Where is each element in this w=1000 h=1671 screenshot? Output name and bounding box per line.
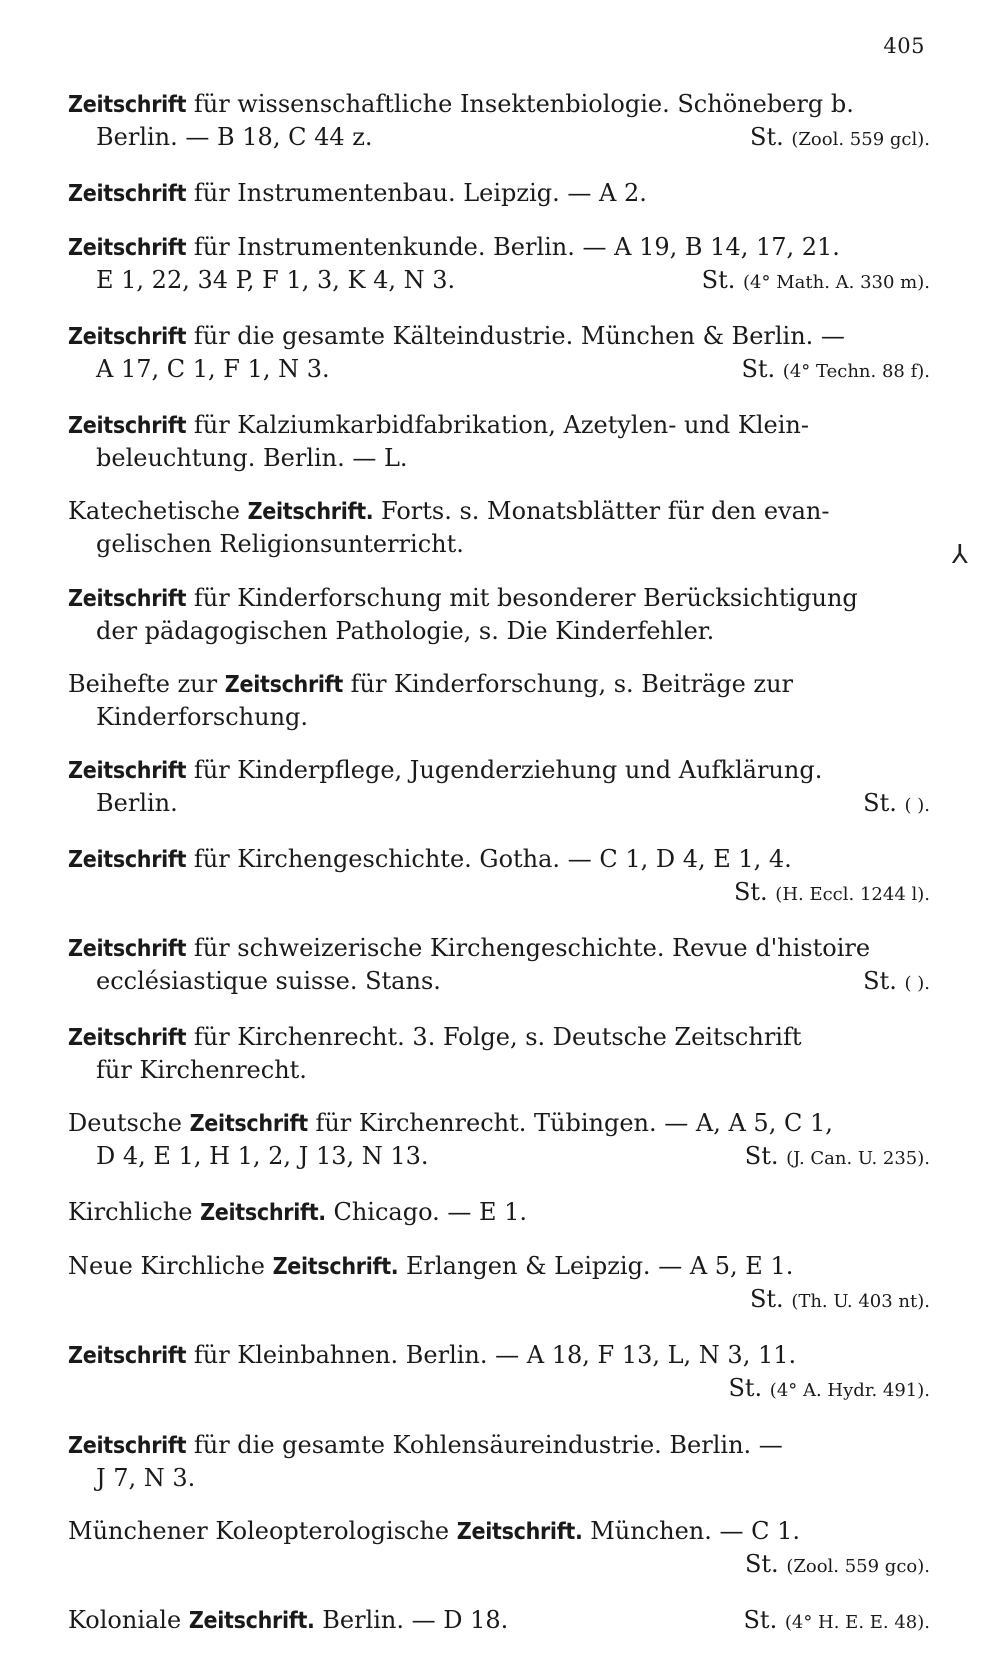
entry-first-line — [68, 1196, 930, 1229]
entry-continuation-line — [68, 1372, 930, 1407]
entry-holdings: beleuchtung. Berlin. — L. — [96, 444, 408, 473]
entry-description: für Instrumentenkunde. Berlin. — A 19, B 14, 17, 21. — [186, 233, 840, 262]
entry-holdings: D 4, E 1, H 1, 2, J 13, N 13. — [96, 1142, 429, 1171]
entry-keyword: Zeitschrift — [68, 757, 187, 784]
entry-shelfmark — [863, 787, 930, 822]
entry-keyword: Zeitschrift — [68, 1343, 187, 1370]
entry-continuation-line — [68, 876, 930, 911]
entry-keyword: Zeitschrift — [68, 585, 187, 612]
entry-description: München. — C 1. — [582, 1516, 801, 1545]
entry-holdings: J 7, N 3. — [96, 1463, 196, 1492]
entry-title-text — [68, 1431, 783, 1459]
shelf-signature: ( ). — [904, 794, 930, 816]
entry-holdings: für Kirchenrecht. — [96, 1056, 307, 1085]
entry-title-text — [68, 90, 854, 118]
entry-first-line — [68, 231, 930, 264]
shelf-signature: (Th. U. 403 nt). — [791, 1291, 930, 1313]
catalog-entry — [68, 1515, 930, 1583]
entry-keyword: Zeitschrift. — [247, 499, 374, 526]
entry-title-text — [68, 233, 840, 261]
catalog-entry — [68, 1021, 930, 1086]
entry-first-line — [68, 409, 930, 442]
entry-holdings: Berlin. — [96, 788, 178, 817]
shelf-label: St. — [701, 266, 736, 295]
entry-title-text — [68, 1198, 527, 1226]
entry-first-line — [68, 1429, 930, 1462]
entry-continuation-line — [68, 1140, 930, 1175]
shelf-signature: (4° H. E. E. 48). — [784, 1611, 930, 1633]
entry-prefix: Kirchliche — [68, 1198, 201, 1227]
shelf-signature: ( ). — [904, 972, 930, 994]
shelf-label: St. — [749, 1285, 784, 1314]
entry-continuation-line — [68, 1054, 930, 1086]
shelf-label: St. — [743, 1605, 778, 1634]
entry-title-text — [68, 179, 647, 207]
entry-description: für Kirchenrecht. Tübingen. — A, A 5, C 1, — [307, 1109, 833, 1138]
entry-first-line — [68, 177, 930, 210]
entry-title-text — [68, 497, 829, 525]
catalog-entry — [68, 409, 930, 474]
entry-continuation-line — [68, 528, 930, 560]
entry-keyword: Zeitschrift — [68, 235, 187, 262]
entry-first-line — [68, 495, 930, 528]
entry-first-line — [68, 1021, 930, 1054]
entry-holdings: gelischen Religionsunterricht. — [96, 530, 464, 559]
shelf-label: St. — [741, 355, 776, 384]
shelf-signature: (H. Eccl. 1244 l). — [775, 883, 930, 905]
entry-keyword: Zeitschrift — [68, 92, 187, 118]
catalog-entry — [68, 932, 930, 1000]
entry-first-line — [68, 668, 930, 701]
entry-prefix: Katechetische — [68, 497, 248, 526]
shelf-label: St. — [863, 788, 897, 817]
catalog-entry — [68, 582, 930, 647]
entry-keyword: Zeitschrift — [68, 935, 187, 962]
catalog-entry — [68, 668, 930, 733]
catalog-entry — [68, 1107, 930, 1175]
entry-title-text — [68, 845, 792, 873]
entry-holdings: Berlin. — B 18, C 44 z. — [96, 123, 373, 151]
entry-title-text — [68, 584, 858, 612]
entry-first-line — [68, 1339, 930, 1372]
entry-first-line — [68, 1107, 930, 1140]
entry-title-text — [68, 1252, 793, 1280]
entry-description: für Instrumentenbau. Leipzig. — A 2. — [186, 179, 647, 208]
entry-title-text — [68, 322, 845, 350]
entry-description: für Kinderforschung mit besonderer Berücksichtigung — [186, 583, 858, 612]
entry-first-line — [68, 320, 930, 353]
catalog-entry — [68, 177, 930, 210]
page-number: 405 — [883, 34, 925, 58]
entry-description: für Kleinbahnen. Berlin. — A 18, F 13, L, N 3, 11. — [186, 1341, 797, 1370]
entry-shelfmark — [750, 121, 930, 156]
entry-title-text — [68, 756, 822, 784]
catalog-entry — [68, 1339, 930, 1407]
entry-continuation-line — [68, 1283, 930, 1318]
shelf-label: St. — [728, 1374, 763, 1403]
entry-first-line — [68, 843, 930, 876]
entry-description: für die gesamte Kälteindustrie. München & Berlin. — — [186, 322, 845, 351]
shelf-label: St. — [744, 1549, 779, 1578]
shelf-label: St. — [733, 877, 768, 906]
catalog-entry — [68, 843, 930, 911]
entry-first-line — [68, 1250, 930, 1283]
shelf-signature: (J. Can. U. 235). — [786, 1148, 930, 1170]
entry-shelfmark — [750, 1283, 930, 1318]
entry-title-text — [68, 670, 793, 698]
entry-description: für die gesamte Kohlensäureindustrie. Berlin. — — [186, 1430, 783, 1459]
shelf-signature: (4° Techn. 88 f). — [782, 361, 930, 383]
shelf-signature: (Zool. 559 gco). — [786, 1555, 930, 1577]
entry-continuation-line — [68, 787, 930, 822]
entry-title-text — [68, 1023, 802, 1051]
entry-description: Berlin. — D 18. — [314, 1605, 509, 1634]
shelf-label: St. — [744, 1142, 779, 1171]
entry-description: für Kirchenrecht. 3. Folge, s. Deutsche Zeitschrift — [186, 1023, 802, 1052]
catalog-entry — [68, 231, 930, 299]
entry-description: für Kirchengeschichte. Gotha. — C 1, D 4, E 1, 4. — [186, 844, 792, 873]
entry-prefix: Münchener Koleopterologische — [68, 1516, 457, 1545]
entry-prefix: Deutsche — [68, 1109, 190, 1138]
catalog-entry — [68, 1429, 930, 1494]
entry-holdings: ecclésiastique suisse. Stans. — [96, 966, 441, 995]
entry-continuation-line — [68, 264, 930, 299]
entry-keyword: Zeitschrift — [68, 181, 187, 208]
entry-description: für Kinderforschung, s. Beiträge zur — [342, 669, 793, 698]
entry-continuation-line — [68, 442, 930, 474]
catalog-entries — [68, 88, 930, 1660]
entry-continuation-line — [68, 121, 930, 156]
entry-prefix: Koloniale — [68, 1605, 189, 1634]
entry-title-text — [68, 934, 870, 962]
entry-prefix: Beihefte zur — [68, 669, 225, 698]
entry-title-text — [68, 1109, 833, 1137]
entry-keyword: Zeitschrift — [68, 846, 187, 873]
entry-continuation-line — [68, 615, 930, 647]
shelf-signature: (4° Math. A. 330 m). — [743, 272, 930, 294]
entry-keyword: Zeitschrift — [68, 413, 187, 440]
entry-first-line — [68, 1604, 930, 1639]
shelf-label: St. — [863, 966, 897, 995]
catalog-entry — [68, 495, 930, 560]
entry-continuation-line — [68, 1548, 930, 1583]
entry-shelfmark — [702, 264, 930, 299]
entry-keyword: Zeitschrift. — [188, 1607, 315, 1634]
entry-keyword: Zeitschrift. — [200, 1200, 326, 1227]
entry-keyword: Zeitschrift — [224, 671, 343, 698]
entry-keyword: Zeitschrift — [68, 1432, 187, 1459]
entry-first-line — [68, 1515, 930, 1548]
entry-holdings: der pädagogischen Pathologie, s. Die Kinderfehler. — [96, 616, 715, 645]
entry-title-text — [68, 1341, 796, 1369]
entry-holdings: E 1, 22, 34 P, F 1, 3, K 4, N 3. — [96, 266, 456, 295]
entry-shelfmark — [743, 1604, 930, 1639]
entry-shelfmark — [745, 1140, 930, 1175]
entry-prefix: Neue Kirchliche — [68, 1252, 273, 1281]
catalog-entry — [68, 320, 930, 388]
entry-holdings: A 17, C 1, F 1, N 3. — [96, 355, 330, 384]
entry-description: Forts. s. Monatsblätter für den evan- — [373, 497, 830, 526]
entry-keyword: Zeitschrift. — [456, 1518, 583, 1545]
entry-description: für schweizerische Kirchengeschichte. Revue d'histoire — [186, 933, 871, 962]
entry-title-text — [68, 411, 809, 439]
entry-first-line — [68, 582, 930, 615]
entry-continuation-line — [68, 353, 930, 388]
entry-holdings: Kinderforschung. — [96, 702, 309, 731]
entry-description: Erlangen & Leipzig. — A 5, E 1. — [398, 1252, 794, 1281]
entry-title-text — [68, 1517, 800, 1545]
entry-first-line — [68, 754, 930, 787]
entry-continuation-line — [68, 965, 930, 1000]
entry-shelfmark — [728, 1372, 930, 1407]
catalog-entry — [68, 1604, 930, 1639]
entry-keyword: Zeitschrift — [68, 1025, 187, 1052]
entry-keyword: Zeitschrift — [68, 324, 187, 351]
entry-shelfmark — [863, 965, 930, 1000]
entry-shelfmark — [741, 353, 930, 388]
entry-continuation-line — [68, 1462, 930, 1494]
entry-keyword: Zeitschrift — [189, 1111, 308, 1138]
shelf-signature: (Zool. 559 gcl). — [791, 129, 930, 150]
entry-first-line — [68, 932, 930, 965]
entry-shelfmark — [734, 876, 930, 911]
catalog-entry — [68, 1196, 930, 1229]
shelf-label: St. — [750, 123, 784, 151]
entry-title-text — [68, 1604, 508, 1639]
catalog-entry — [68, 754, 930, 822]
entry-continuation-line — [68, 701, 930, 733]
catalog-entry — [68, 88, 930, 156]
entry-description: für Kinderpflege, Jugenderziehung und Aufklärung. — [186, 755, 823, 784]
margin-mark-decoration: ⅄ — [952, 540, 968, 570]
shelf-signature: (4° A. Hydr. 491). — [769, 1380, 930, 1402]
entry-keyword: Zeitschrift. — [272, 1254, 399, 1281]
entry-description: für Kalziumkarbidfabrikation, Azetylen- und Klein- — [186, 411, 809, 440]
entry-shelfmark — [745, 1548, 930, 1583]
entry-first-line — [68, 88, 930, 121]
catalog-entry — [68, 1250, 930, 1318]
entry-description: für wissenschaftliche Insektenbiologie. Schöneberg b. — [186, 90, 854, 118]
entry-description: Chicago. — E 1. — [325, 1198, 528, 1227]
